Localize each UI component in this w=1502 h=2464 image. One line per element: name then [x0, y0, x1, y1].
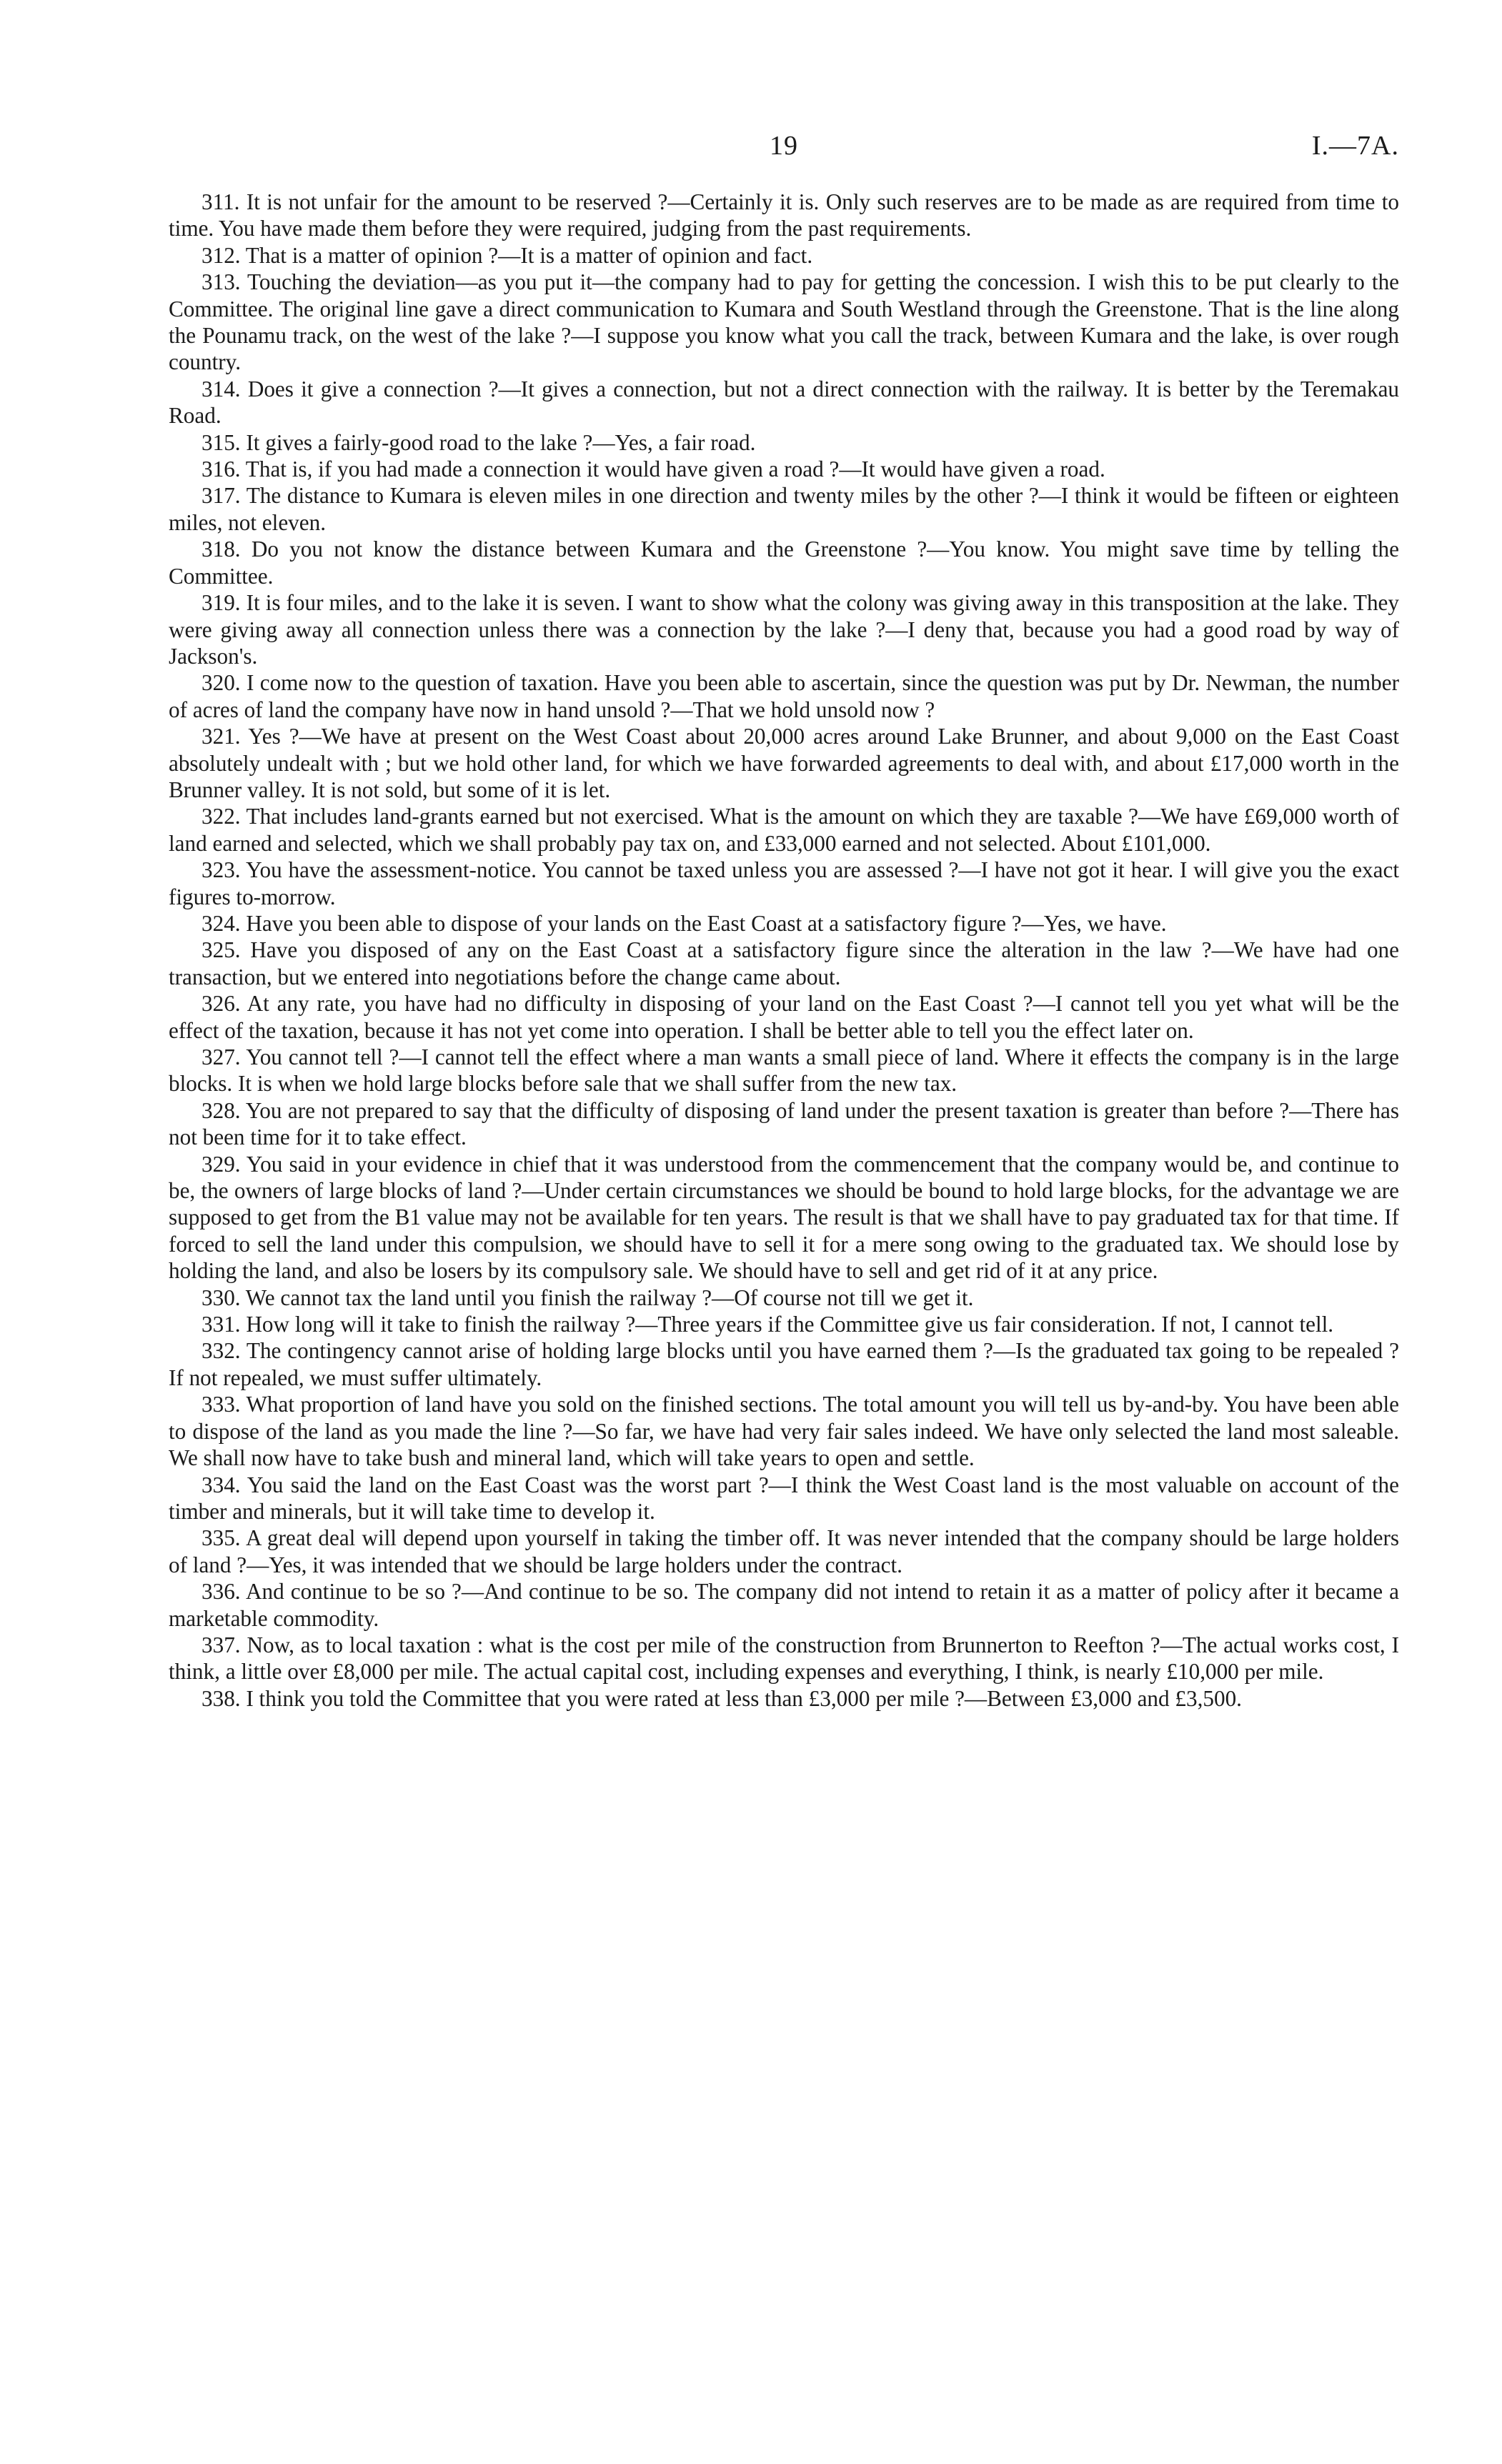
testimony-paragraph: 319. It is four miles, and to the lake it is seven. I want to show what the colony was giving away in this transposition at the lake. They were giving away all connection unless there was a connection by the lake ?—I deny that, because you had a good road by way of Jackson's.	[169, 590, 1399, 669]
testimony-paragraph: 335. A great deal will depend upon yourself in taking the timber off. It was never intended that the company should be large holders of land ?—Yes, it was intended that we should be large holders under the contract.	[169, 1525, 1399, 1577]
page-number: 19	[770, 131, 798, 161]
document-page	[169, 130, 1399, 1712]
testimony-paragraph: 331. How long will it take to finish the railway ?—Three years if the Committee give us fair consideration. If not, I cannot tell.	[202, 1312, 1334, 1337]
testimony-paragraph: 325. Have you disposed of any on the East Coast at a satisfactory figure since the alteration in the law ?—We have had one transaction, but we entered into negotiations before the change came about.	[169, 937, 1399, 989]
testimony-paragraph: 328. You are not prepared to say that the difficulty of disposing of land under the present taxation is greater than before ?—There has not been time for it to take effect.	[169, 1097, 1399, 1150]
testimony-paragraph: 321. Yes ?—We have at present on the West Coast about 20,000 acres around Lake Brunner, and about 9,000 on the East Coast absolutely undealt with ; but we hold other land, for which we have forwarded agreements to deal with, and about £17,000 worth in the Brunner valley. It is not sold, but some of it is let.	[169, 724, 1399, 802]
testimony-paragraph: 327. You cannot tell ?—I cannot tell the effect where a man wants a small piece of land. Where it effects the company is in the large blocks. It is when we hold large blocks before sale that we shall suffer from the new tax.	[169, 1044, 1399, 1097]
testimony-paragraph: 318. Do you not know the distance between Kumara and the Greenstone ?—You know. You might save time by telling the Committee.	[169, 537, 1399, 589]
testimony-paragraph: 317. The distance to Kumara is eleven miles in one direction and twenty miles by the other ?—I think it would be fifteen or eighteen miles, not eleven.	[169, 483, 1399, 535]
testimony-paragraph: 333. What proportion of land have you sold on the finished sections. The total amount you will tell us by-and-by. You have been able to dispose of the land as you made the line ?—So far, we have had very fair sales indeed. We have only selected the land most saleable. We shall now have to take bush and mineral land, which will take years to open and settle.	[169, 1392, 1399, 1471]
testimony-paragraph: 334. You said the land on the East Coast was the worst part ?—I think the West Coast land is the most valuable on account of the timber and minerals, but it will take time to develop it.	[169, 1472, 1399, 1524]
testimony-paragraph: 320. I come now to the question of taxation. Have you been able to ascertain, since the question was put by Dr. Newman, the number of acres of land the company have now in hand unsold ?—That we hold unsold now ?	[169, 670, 1399, 722]
testimony-paragraph: 316. That is, if you had made a connection it would have given a road ?—It would have given a road.	[202, 457, 1105, 482]
testimony-paragraph: 329. You said in your evidence in chief that it was understood from the commencement that the company would be, and continue to be, the owners of large blocks of land ?—Under certain circumstances we should be bound to hold large blocks, for the advantage we are supposed to get from the B1 value may not be available for ten years. The result is that we shall have to pay graduated tax for that time. If forced to sell the land under this compulsion, we should have to sell it for a mere song owing to the graduated tax. We should lose by holding the land, and also be losers by its compulsory sale. We should have to sell and get rid of it at any price.	[169, 1151, 1399, 1284]
testimony-paragraph: 311. It is not unfair for the amount to be reserved ?—Certainly it is. Only such reserves are to be made as are required from time to time. You have made them before they were required, judging from the past requirements.	[169, 189, 1399, 241]
testimony-paragraph: 330. We cannot tax the land until you finish the railway ?—Of course not till we get it.	[202, 1285, 974, 1310]
testimony-paragraph: 312. That is a matter of opinion ?—It is a matter of opinion and fact.	[202, 242, 813, 268]
testimony-paragraph: 314. Does it give a connection ?—It gives a connection, but not a direct connection with the railway. It is better by the Teremakau Road.	[169, 376, 1399, 429]
page-header	[169, 130, 1399, 171]
testimony-paragraph: 337. Now, as to local taxation : what is the cost per mile of the construction from Brunnerton to Reefton ?—The actual works cost, I think, a little over £8,000 per mile. The actual capital cost, including expenses and everything, I think, is nearly £10,000 per mile.	[169, 1632, 1399, 1685]
testimony-paragraph: 323. You have the assessment-notice. You cannot be taxed unless you are assessed ?—I have not got it hear. I will give you the exact figures to-morrow.	[169, 857, 1399, 909]
testimony-paragraph: 336. And continue to be so ?—And continue to be so. The company did not intend to retain it as a matter of policy after it became a marketable commodity.	[169, 1579, 1399, 1631]
testimony-paragraph: 332. The contingency cannot arise of holding large blocks until you have earned them ?—Is the graduated tax going to be repealed ? If not repealed, we must suffer ultimately.	[169, 1338, 1399, 1390]
testimony-body	[169, 189, 1399, 1712]
document-reference: I.—7A.	[1311, 131, 1399, 161]
testimony-paragraph: 313. Touching the deviation—as you put it—the company had to pay for getting the concession. I wish this to be put clearly to the Committee. The original line gave a direct communication to Kumara and South Westland through the Greenstone. That is the line along the Pounamu track, on the west of the lake ?—I suppose you know what you call the track, between Kumara and the lake, is over rough country.	[169, 269, 1399, 375]
testimony-paragraph: 338. I think you told the Committee that you were rated at less than £3,000 per mile ?—Between £3,000 and £3,500.	[202, 1685, 1242, 1711]
testimony-paragraph: 322. That includes land-grants earned but not exercised. What is the amount on which they are taxable ?—We have £69,000 worth of land earned and selected, which we shall probably pay tax on, and £33,000 earned and not selected. About £101,000.	[169, 804, 1399, 856]
testimony-paragraph: 324. Have you been able to dispose of your lands on the East Coast at a satisfactory figure ?—Yes, we have.	[202, 910, 1167, 936]
testimony-paragraph: 326. At any rate, you have had no difficulty in disposing of your land on the East Coast ?—I cannot tell you yet what will be the effect of the taxation, because it has not yet come into operation. I shall be better able to tell you the effect later on.	[169, 991, 1399, 1043]
testimony-paragraph: 315. It gives a fairly-good road to the lake ?—Yes, a fair road.	[202, 429, 756, 455]
